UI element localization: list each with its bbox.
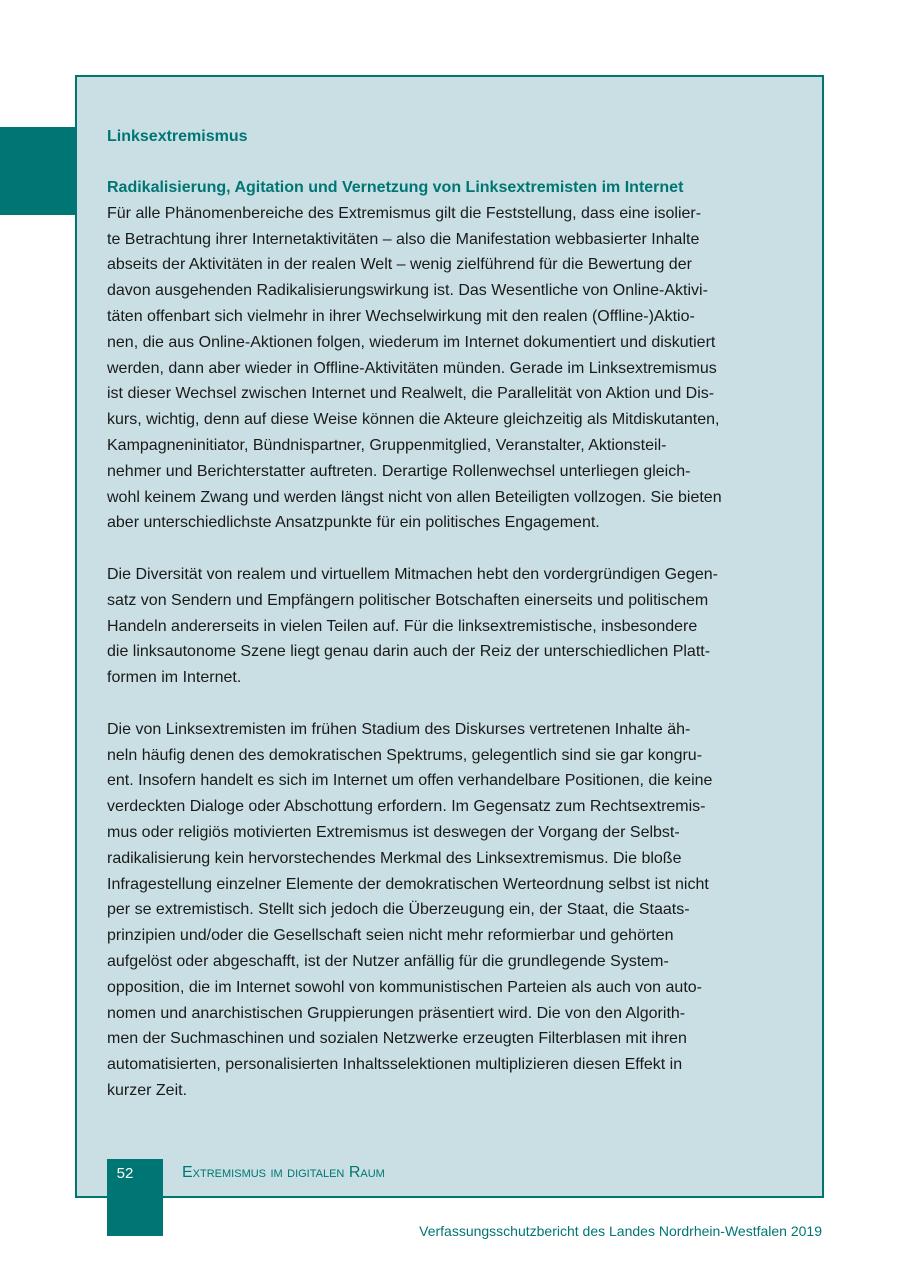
running-title: Extremismus im digitalen Raum (182, 1164, 385, 1181)
section-title: Linksextremismus (107, 128, 248, 145)
section-subheading: Radikalisierung, Agitation und Vernetzung von Linksextremisten im Internet (107, 179, 684, 196)
paragraph-3: Die von Linksextremisten im frühen Stadium des Diskurses vertretenen Inhalte äh- neln häufig denen des demokratischen Spektrums, gelegentlich sind sie gar kongru- ent. Insofern handelt es sich im Internet um offen verhandelbare Positionen, die keine verdeckten Dialoge oder Abschottung erfordern. Im Gegensatz zum Rechtsextremis- mus oder religiös motivierten Extremismus ist deswegen der Vorgang der Selbst- radikalisierung kein hervorstechendes Merkmal des Linksextremismus. Die bloße Infragestellung einzelner Elemente der demokratischen Werteordnung selbst ist nicht per se extremistisch. Stellt sich jedoch die Überzeugung ein, der Staat, die Staats- prinzipien und/oder die Gesellschaft seien nicht mehr reformierbar und gehörten aufgelöst oder abgeschafft, ist der Nutzer anfällig für die grundlegende System- opposition, die im Internet sowohl von kommunistischen Parteien als auch von auto- nomen und anarchistischen Gruppierungen präsentiert wird. Die von den Algorith- men der Suchmaschinen und sozialen Netzwerke erzeugten Filterblasen mit ihren automatisierten, personalisierten Inhaltsselektionen multiplizieren diesen Effekt in kurzer Zeit. (107, 720, 713, 1099)
paragraph-2: Die Diversität von realem und virtuellem Mitmachen hebt den vordergründigen Gegen- satz von Sendern und Empfängern politischer Botschaften einerseits und politischem Handeln andererseits in vielen Teilen auf. Für die linksextremistische, insbesondere die linksautonome Szene liegt genau darin auch der Reiz der unterschiedlichen Platt- formen im Internet. (107, 565, 718, 687)
page-number-block (107, 1159, 163, 1236)
paragraph-1: Für alle Phänomenbereiche des Extremismus gilt die Feststellung, dass eine isolier- te Betrachtung ihrer Internetaktivitäten – also die Manifestation webbasierter Inhalte abseits der Aktivitäten in der realen Welt – wenig zielführend für die Bewertung der davon ausgehenden Radikalisierungswirkung ist. Das Wesentliche von Online-Aktivi- täten offenbart sich vielmehr in ihrer Wechselwirkung mit den realen (Offline-)Aktio- nen, die aus Online-Aktionen folgen, wiederum im Internet dokumentiert und diskutiert werden, dann aber wieder in Offline-Aktivitäten münden. Gerade im Linksextremismus ist dieser Wechsel zwischen Internet und Realwelt, die Parallelität von Aktion und Dis- kurs, wichtig, denn auf diese Weise können die Akteure gleichzeitig als Mitdiskutanten, Kampagneninitiator, Bündnispartner, Gruppenmitglied, Veranstalter, Aktionsteil- nehmer und Berichterstatter auftreten. Derartige Rollenwechsel unterliegen gleich- wohl keinem Zwang und werden längst nicht von allen Beteiligten vollzogen. Sie bieten aber unterschiedlichste Ansatzpunkte für ein politisches Engagement. (107, 204, 722, 532)
report-title-footer: Verfassungsschutzbericht des Landes Nordrhein-Westfalen 2019 (419, 1223, 822, 1239)
side-accent-tab (0, 127, 76, 215)
main-content (107, 124, 797, 1129)
page-number: 52 (116, 1165, 134, 1182)
